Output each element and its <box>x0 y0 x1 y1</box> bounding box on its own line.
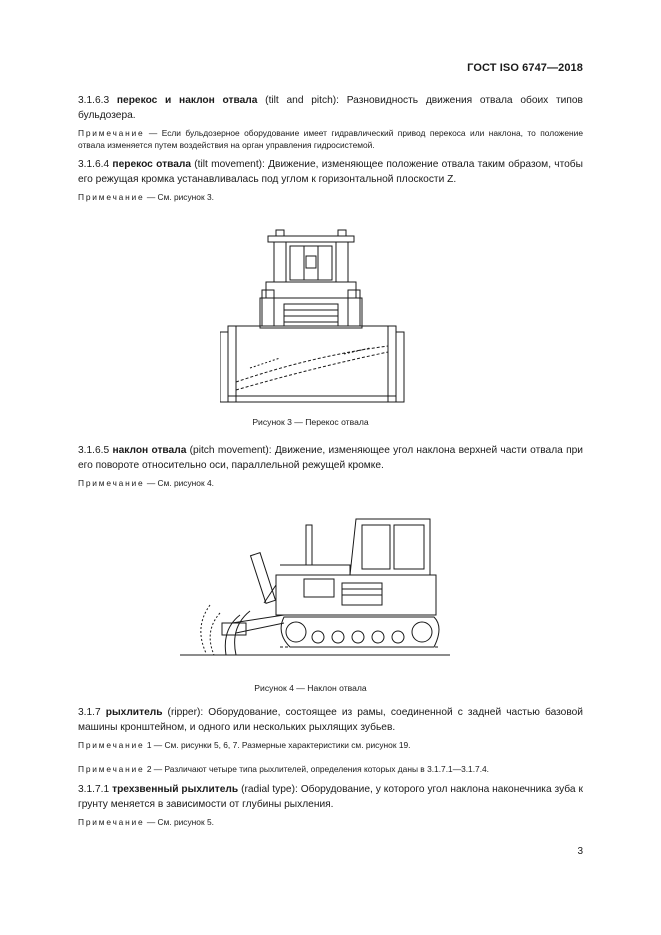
section-term: перекос отвала <box>112 159 191 170</box>
section-number: 3.1.6.4 <box>78 159 110 170</box>
section-term: трехзвенный рыхлитель <box>112 784 239 795</box>
section-number: 3.1.6.3 <box>78 95 110 106</box>
section-term: наклон отвала <box>112 445 187 456</box>
note-label: Примечание <box>78 478 145 488</box>
note-text: — См. рисунок 3. <box>146 192 214 202</box>
standard-header: ГОСТ ISO 6747—2018 <box>467 62 583 74</box>
note-3-1-6-4 <box>78 191 583 203</box>
section-3-1-7-1 <box>78 782 583 812</box>
note-3-1-6-5 <box>78 477 583 489</box>
note-3-1-6-3 <box>78 127 583 151</box>
note-label: Примечание <box>78 128 145 138</box>
section-term: рыхлитель <box>105 707 163 718</box>
section-term-en: (ripper): <box>167 707 204 718</box>
note-label: Примечание <box>78 817 145 827</box>
section-text: Движение, изменяющее угол наклона верхней части отвала при его повороте относительно оси, параллельной режущей кромке. <box>78 445 583 471</box>
figure-3-caption: Рисунок 3 — Перекос отвала <box>252 417 369 427</box>
note-label: Примечание <box>78 740 145 750</box>
section-term-en: (pitch movement): <box>189 445 272 456</box>
note-text: — Если бульдозерное оборудование имеет гидравлический привод перекоса или наклона, то положение отвала изменяется путем воздействия на орган управления гидросистемой. <box>78 128 584 150</box>
section-3-1-7 <box>78 705 583 735</box>
note-text: 1 — См. рисунки 5, 6, 7. Размерные характеристики см. рисунок 19. <box>146 740 411 750</box>
note-label: Примечание <box>78 764 145 774</box>
figure-3-bulldozer-front-view <box>220 228 405 408</box>
section-3-1-6-5 <box>78 443 583 473</box>
section-text: Оборудование, у которого угол наклона наконечника зуба к грунту меняется в зависимости от глубины рыхления. <box>78 784 583 810</box>
page-number: 3 <box>577 846 583 857</box>
note-label: Примечание <box>78 192 145 202</box>
note-text: — См. рисунок 4. <box>146 478 214 488</box>
note-text: 2 — Различают четыре типа рыхлителей, определения которых даны в 3.1.7.1—3.1.7.4. <box>146 764 490 774</box>
note-text: — См. рисунок 5. <box>146 817 214 827</box>
note-3-1-7-1b <box>78 816 583 828</box>
section-number: 3.1.7.1 <box>78 784 110 795</box>
section-term: перекос и наклон отвала <box>116 95 258 106</box>
note-3-1-7-2 <box>78 763 583 775</box>
section-term-en: (tilt and pitch): <box>265 95 339 106</box>
section-text: Оборудование, состоящее из рамы, соединенной с задней частью базовой машины кронштейном, и одного или нескольких рыхлящих зубьев. <box>78 707 583 733</box>
section-term-en: (tilt movement): <box>194 159 265 170</box>
note-3-1-7-1 <box>78 739 583 751</box>
section-3-1-6-4 <box>78 157 583 187</box>
section-text: Разновидность движения отвала обоих типов бульдозера. <box>78 95 583 121</box>
section-number: 3.1.7 <box>78 707 101 718</box>
figure-4-bulldozer-side-view <box>180 515 450 665</box>
section-text: Движение, изменяющее положение отвала таким образом, чтобы его режущая кромка устанавливалась под углом к горизонтальной плоскости Z. <box>78 159 583 185</box>
figure-4-caption: Рисунок 4 — Наклон отвала <box>254 683 367 693</box>
section-number: 3.1.6.5 <box>78 445 110 456</box>
section-term-en: (radial type): <box>241 784 298 795</box>
section-3-1-6-3 <box>78 93 583 123</box>
